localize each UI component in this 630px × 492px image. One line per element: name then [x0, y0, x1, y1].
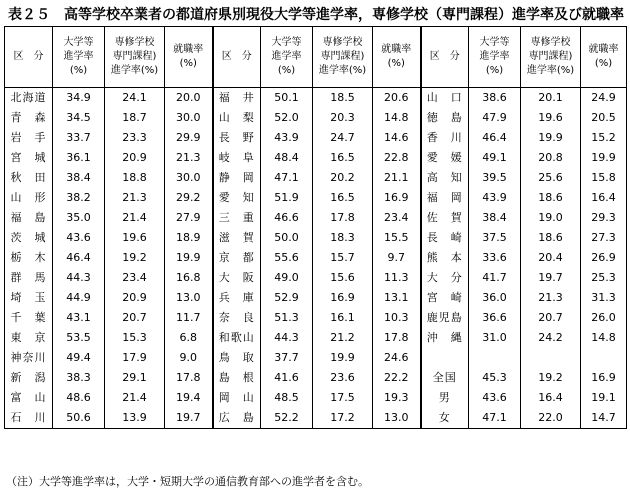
region-cell: 宮 城 — [5, 148, 53, 168]
region-cell: 秋 田 — [5, 168, 53, 188]
senshu-rate-cell: 20.7 — [105, 308, 165, 328]
employment-rate-cell: 14.6 — [373, 128, 421, 148]
univ-rate-cell: 50.6 — [53, 408, 105, 429]
region-cell: 島 根 — [213, 368, 261, 388]
employment-rate-cell: 16.9 — [373, 188, 421, 208]
univ-rate-cell: 47.1 — [261, 168, 313, 188]
table-row — [5, 408, 627, 429]
senshu-rate-cell: 18.3 — [313, 228, 373, 248]
univ-rate-cell: 55.6 — [261, 248, 313, 268]
univ-rate-cell: 49.0 — [261, 268, 313, 288]
employment-rate-cell: 27.9 — [165, 208, 213, 228]
region-cell: 滋 賀 — [213, 228, 261, 248]
senshu-rate-cell: 16.1 — [313, 308, 373, 328]
table-row — [5, 128, 627, 148]
univ-rate-cell: 38.2 — [53, 188, 105, 208]
employment-rate-cell: 14.8 — [373, 108, 421, 128]
region-cell: 岩 手 — [5, 128, 53, 148]
header-univ: 大学等 進学率 (%) — [469, 27, 521, 88]
univ-rate-cell: 48.6 — [53, 388, 105, 408]
region-cell: 三 重 — [213, 208, 261, 228]
employment-rate-cell: 20.6 — [373, 88, 421, 109]
header-senshu: 専修学校 専門課程) 進学率(%) — [313, 27, 373, 88]
senshu-rate-cell — [521, 348, 581, 368]
employment-rate-cell: 11.3 — [373, 268, 421, 288]
senshu-rate-cell: 15.3 — [105, 328, 165, 348]
region-cell: 福 岡 — [421, 188, 469, 208]
region-cell: 熊 本 — [421, 248, 469, 268]
senshu-rate-cell: 19.9 — [313, 348, 373, 368]
univ-rate-cell: 39.5 — [469, 168, 521, 188]
senshu-rate-cell: 21.3 — [105, 188, 165, 208]
univ-rate-cell — [469, 348, 521, 368]
univ-rate-cell: 49.4 — [53, 348, 105, 368]
employment-rate-cell: 13.0 — [373, 408, 421, 429]
univ-rate-cell: 44.9 — [53, 288, 105, 308]
region-cell: 男 — [421, 388, 469, 408]
statistics-table — [4, 26, 627, 429]
senshu-rate-cell: 29.1 — [105, 368, 165, 388]
univ-rate-cell: 48.4 — [261, 148, 313, 168]
region-cell: 沖 縄 — [421, 328, 469, 348]
univ-rate-cell: 38.4 — [53, 168, 105, 188]
region-cell: 愛 知 — [213, 188, 261, 208]
region-cell: 徳 島 — [421, 108, 469, 128]
region-cell: 大 分 — [421, 268, 469, 288]
region-cell: 大 阪 — [213, 268, 261, 288]
senshu-rate-cell: 18.5 — [313, 88, 373, 109]
senshu-rate-cell: 18.7 — [105, 108, 165, 128]
employment-rate-cell: 15.5 — [373, 228, 421, 248]
senshu-rate-cell: 21.3 — [521, 288, 581, 308]
senshu-rate-cell: 20.8 — [521, 148, 581, 168]
region-cell: 愛 媛 — [421, 148, 469, 168]
region-cell: 鳥 取 — [213, 348, 261, 368]
employment-rate-cell: 19.1 — [581, 388, 627, 408]
table-row — [5, 288, 627, 308]
employment-rate-cell: 14.8 — [581, 328, 627, 348]
region-cell: 広 島 — [213, 408, 261, 429]
header-senshu: 専修学校 専門課程) 進学率(%) — [105, 27, 165, 88]
employment-rate-cell: 13.1 — [373, 288, 421, 308]
employment-rate-cell — [581, 348, 627, 368]
senshu-rate-cell: 23.6 — [313, 368, 373, 388]
table-row — [5, 148, 627, 168]
region-cell: 岐 阜 — [213, 148, 261, 168]
senshu-rate-cell: 20.4 — [521, 248, 581, 268]
univ-rate-cell: 43.1 — [53, 308, 105, 328]
region-cell — [421, 348, 469, 368]
senshu-rate-cell: 20.9 — [105, 148, 165, 168]
univ-rate-cell: 41.7 — [469, 268, 521, 288]
senshu-rate-cell: 13.9 — [105, 408, 165, 429]
region-cell: 香 川 — [421, 128, 469, 148]
univ-rate-cell: 43.6 — [53, 228, 105, 248]
table-row — [5, 188, 627, 208]
header-univ: 大学等 進学率 (%) — [261, 27, 313, 88]
region-cell: 静 岡 — [213, 168, 261, 188]
employment-rate-cell: 19.3 — [373, 388, 421, 408]
senshu-rate-cell: 17.8 — [313, 208, 373, 228]
region-cell: 山 形 — [5, 188, 53, 208]
region-cell: 千 葉 — [5, 308, 53, 328]
region-cell: 神奈川 — [5, 348, 53, 368]
univ-rate-cell: 52.2 — [261, 408, 313, 429]
employment-rate-cell: 9.0 — [165, 348, 213, 368]
region-cell: 石 川 — [5, 408, 53, 429]
univ-rate-cell: 51.9 — [261, 188, 313, 208]
senshu-rate-cell: 19.7 — [521, 268, 581, 288]
univ-rate-cell: 31.0 — [469, 328, 521, 348]
employment-rate-cell: 26.9 — [581, 248, 627, 268]
univ-rate-cell: 47.9 — [469, 108, 521, 128]
table-row — [5, 228, 627, 248]
employment-rate-cell: 22.2 — [373, 368, 421, 388]
senshu-rate-cell: 18.6 — [521, 228, 581, 248]
senshu-rate-cell: 16.4 — [521, 388, 581, 408]
univ-rate-cell: 47.1 — [469, 408, 521, 429]
region-cell: 和歌山 — [213, 328, 261, 348]
senshu-rate-cell: 17.2 — [313, 408, 373, 429]
employment-rate-cell: 9.7 — [373, 248, 421, 268]
employment-rate-cell: 19.9 — [581, 148, 627, 168]
univ-rate-cell: 52.9 — [261, 288, 313, 308]
employment-rate-cell: 6.8 — [165, 328, 213, 348]
region-cell: 茨 城 — [5, 228, 53, 248]
region-cell: 鹿児島 — [421, 308, 469, 328]
univ-rate-cell: 43.6 — [469, 388, 521, 408]
region-cell: 宮 崎 — [421, 288, 469, 308]
region-cell: 兵 庫 — [213, 288, 261, 308]
univ-rate-cell: 34.9 — [53, 88, 105, 109]
employment-rate-cell: 31.3 — [581, 288, 627, 308]
employment-rate-cell: 20.5 — [581, 108, 627, 128]
univ-rate-cell: 43.9 — [261, 128, 313, 148]
region-cell: 岡 山 — [213, 388, 261, 408]
univ-rate-cell: 46.6 — [261, 208, 313, 228]
senshu-rate-cell: 24.1 — [105, 88, 165, 109]
employment-rate-cell: 18.9 — [165, 228, 213, 248]
senshu-rate-cell: 17.5 — [313, 388, 373, 408]
region-cell: 群 馬 — [5, 268, 53, 288]
univ-rate-cell: 34.5 — [53, 108, 105, 128]
senshu-rate-cell: 21.4 — [105, 208, 165, 228]
region-cell: 栃 木 — [5, 248, 53, 268]
senshu-rate-cell: 20.3 — [313, 108, 373, 128]
univ-rate-cell: 38.3 — [53, 368, 105, 388]
univ-rate-cell: 37.7 — [261, 348, 313, 368]
senshu-rate-cell: 19.9 — [521, 128, 581, 148]
employment-rate-cell: 15.8 — [581, 168, 627, 188]
region-cell: 山 梨 — [213, 108, 261, 128]
table-row — [5, 168, 627, 188]
senshu-rate-cell: 19.6 — [521, 108, 581, 128]
univ-rate-cell: 33.6 — [469, 248, 521, 268]
univ-rate-cell: 33.7 — [53, 128, 105, 148]
employment-rate-cell: 19.9 — [165, 248, 213, 268]
table-row — [5, 388, 627, 408]
employment-rate-cell: 17.8 — [373, 328, 421, 348]
table-row — [5, 88, 627, 109]
header-employ: 就職率 (%) — [581, 27, 627, 88]
employment-rate-cell: 11.7 — [165, 308, 213, 328]
senshu-rate-cell: 23.3 — [105, 128, 165, 148]
employment-rate-cell: 27.3 — [581, 228, 627, 248]
header-univ: 大学等 進学率 (%) — [53, 27, 105, 88]
senshu-rate-cell: 16.5 — [313, 148, 373, 168]
employment-rate-cell: 30.0 — [165, 168, 213, 188]
univ-rate-cell: 36.6 — [469, 308, 521, 328]
senshu-rate-cell: 24.7 — [313, 128, 373, 148]
senshu-rate-cell: 17.9 — [105, 348, 165, 368]
employment-rate-cell: 24.9 — [581, 88, 627, 109]
senshu-rate-cell: 23.4 — [105, 268, 165, 288]
page-title: 表２５ 高等学校卒業者の都道府県別現役大学等進学率，専修学校（専門課程）進学率及び就職率 — [8, 7, 624, 23]
univ-rate-cell: 43.9 — [469, 188, 521, 208]
senshu-rate-cell: 20.7 — [521, 308, 581, 328]
region-cell: 長 崎 — [421, 228, 469, 248]
senshu-rate-cell: 21.4 — [105, 388, 165, 408]
table-row — [5, 368, 627, 388]
table-row — [5, 248, 627, 268]
header-employ: 就職率 (%) — [165, 27, 213, 88]
region-cell: 東 京 — [5, 328, 53, 348]
region-cell: 佐 賀 — [421, 208, 469, 228]
region-cell: 新 潟 — [5, 368, 53, 388]
senshu-rate-cell: 21.2 — [313, 328, 373, 348]
region-cell: 埼 玉 — [5, 288, 53, 308]
univ-rate-cell: 36.0 — [469, 288, 521, 308]
employment-rate-cell: 17.8 — [165, 368, 213, 388]
senshu-rate-cell: 22.0 — [521, 408, 581, 429]
region-cell: 高 知 — [421, 168, 469, 188]
univ-rate-cell: 45.3 — [469, 368, 521, 388]
employment-rate-cell: 30.0 — [165, 108, 213, 128]
senshu-rate-cell: 19.6 — [105, 228, 165, 248]
region-cell: 女 — [421, 408, 469, 429]
employment-rate-cell: 22.8 — [373, 148, 421, 168]
employment-rate-cell: 29.9 — [165, 128, 213, 148]
region-cell: 山 口 — [421, 88, 469, 109]
table-row — [5, 208, 627, 228]
univ-rate-cell: 37.5 — [469, 228, 521, 248]
employment-rate-cell: 20.0 — [165, 88, 213, 109]
table-header-row — [5, 27, 627, 88]
employment-rate-cell: 19.4 — [165, 388, 213, 408]
univ-rate-cell: 36.1 — [53, 148, 105, 168]
employment-rate-cell: 26.0 — [581, 308, 627, 328]
table-row — [5, 308, 627, 328]
table-row — [5, 328, 627, 348]
univ-rate-cell: 44.3 — [261, 328, 313, 348]
employment-rate-cell: 16.9 — [581, 368, 627, 388]
senshu-rate-cell: 18.8 — [105, 168, 165, 188]
senshu-rate-cell: 19.2 — [521, 368, 581, 388]
employment-rate-cell: 29.2 — [165, 188, 213, 208]
univ-rate-cell: 50.1 — [261, 88, 313, 109]
employment-rate-cell: 15.2 — [581, 128, 627, 148]
univ-rate-cell: 35.0 — [53, 208, 105, 228]
senshu-rate-cell: 20.2 — [313, 168, 373, 188]
region-cell: 北海道 — [5, 88, 53, 109]
header-senshu: 専修学校 専門課程) 進学率(%) — [521, 27, 581, 88]
univ-rate-cell: 46.4 — [53, 248, 105, 268]
region-cell: 全国 — [421, 368, 469, 388]
table-row — [5, 108, 627, 128]
header-employ: 就職率 (%) — [373, 27, 421, 88]
region-cell: 青 森 — [5, 108, 53, 128]
region-cell: 福 井 — [213, 88, 261, 109]
univ-rate-cell: 51.3 — [261, 308, 313, 328]
univ-rate-cell: 44.3 — [53, 268, 105, 288]
senshu-rate-cell: 18.6 — [521, 188, 581, 208]
senshu-rate-cell: 16.9 — [313, 288, 373, 308]
senshu-rate-cell: 16.5 — [313, 188, 373, 208]
senshu-rate-cell: 25.6 — [521, 168, 581, 188]
senshu-rate-cell: 19.0 — [521, 208, 581, 228]
region-cell: 富 山 — [5, 388, 53, 408]
region-cell: 京 都 — [213, 248, 261, 268]
table-row — [5, 268, 627, 288]
univ-rate-cell: 38.6 — [469, 88, 521, 109]
header-region: 区 分 — [213, 27, 261, 88]
univ-rate-cell: 53.5 — [53, 328, 105, 348]
region-cell: 福 島 — [5, 208, 53, 228]
header-region: 区 分 — [5, 27, 53, 88]
univ-rate-cell: 46.4 — [469, 128, 521, 148]
senshu-rate-cell: 24.2 — [521, 328, 581, 348]
employment-rate-cell: 16.4 — [581, 188, 627, 208]
employment-rate-cell: 19.7 — [165, 408, 213, 429]
employment-rate-cell: 23.4 — [373, 208, 421, 228]
employment-rate-cell: 13.0 — [165, 288, 213, 308]
univ-rate-cell: 38.4 — [469, 208, 521, 228]
senshu-rate-cell: 15.6 — [313, 268, 373, 288]
senshu-rate-cell: 15.7 — [313, 248, 373, 268]
footnote: （注）大学等進学率は，大学・短期大学の通信教育部への進学者を含む。 — [6, 475, 369, 488]
region-cell: 長 野 — [213, 128, 261, 148]
employment-rate-cell: 21.3 — [165, 148, 213, 168]
employment-rate-cell: 16.8 — [165, 268, 213, 288]
univ-rate-cell: 48.5 — [261, 388, 313, 408]
employment-rate-cell: 29.3 — [581, 208, 627, 228]
univ-rate-cell: 50.0 — [261, 228, 313, 248]
univ-rate-cell: 49.1 — [469, 148, 521, 168]
employment-rate-cell: 10.3 — [373, 308, 421, 328]
header-region: 区 分 — [421, 27, 469, 88]
univ-rate-cell: 41.6 — [261, 368, 313, 388]
employment-rate-cell: 24.6 — [373, 348, 421, 368]
univ-rate-cell: 52.0 — [261, 108, 313, 128]
employment-rate-cell: 14.7 — [581, 408, 627, 429]
table-row — [5, 348, 627, 368]
employment-rate-cell: 25.3 — [581, 268, 627, 288]
employment-rate-cell: 21.1 — [373, 168, 421, 188]
senshu-rate-cell: 20.1 — [521, 88, 581, 109]
senshu-rate-cell: 19.2 — [105, 248, 165, 268]
region-cell: 奈 良 — [213, 308, 261, 328]
senshu-rate-cell: 20.9 — [105, 288, 165, 308]
